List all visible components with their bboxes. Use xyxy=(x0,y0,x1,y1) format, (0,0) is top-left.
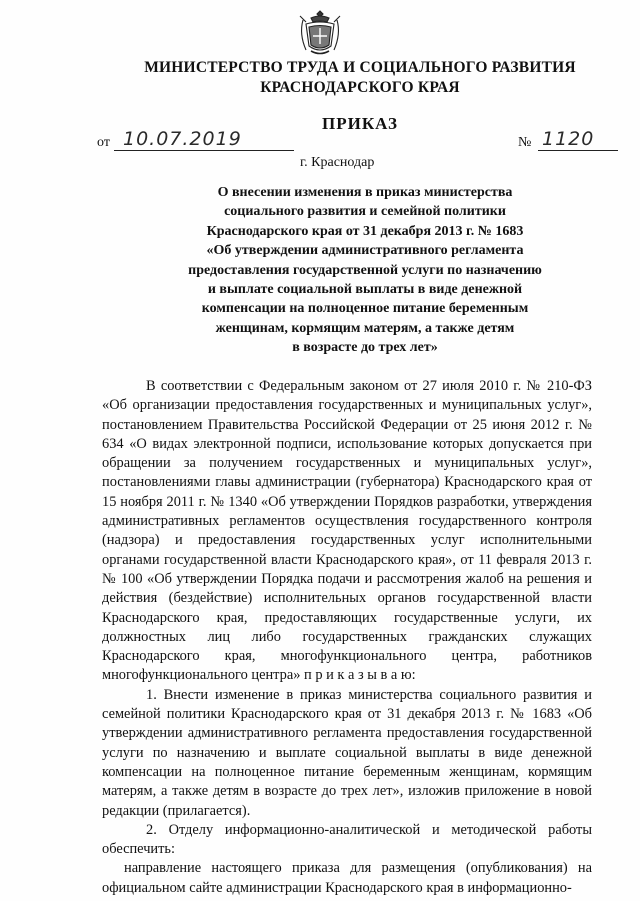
clause-2-paragraph: 2. Отделу информационно-аналитической и методической работы обеспечить: xyxy=(102,821,592,858)
subject-line: «Об утверждении административного регламента xyxy=(206,243,524,259)
order-body xyxy=(102,377,592,898)
preamble-paragraph: В соответствии с Федеральным законом от 27 июля 2010 г. № 210-ФЗ «Об организации предоставления государственных и муниципальных услуг», постановлением Правительства Российской Федерации от 25 июня 2012 г. № 634 «О видах электронной подписи, использование которых допускается при обращении за получением государственных и муниципальных услуг», постановлениями главы администрации (губернатора) Краснодарского края от 15 ноября 2011 г. № 1340 «Об утверждении Порядков разработки, утверждения административных регламентов осуществления государственного контроля (надзора) и предоставления государственных услуг исполнительными органами государственной власти Краснодарского края», от 11 февраля 2013 г. № 100 «Об утверждении Порядка подачи и рассмотрения жалоб на решения и действия (бездействие) исполнительных органов государственной власти Краснодарского края, предоставляющих государственные услуги, их должностных лиц либо государственных гражданских служащих Краснодарского края, многофункционального центра, работников многофункционального центра» п р и к а з ы в а ю: xyxy=(102,378,592,684)
date-underline xyxy=(114,150,294,151)
order-title: ПРИКАЗ xyxy=(322,114,398,133)
city: г. Краснодар xyxy=(300,155,375,170)
krasnodar-coat-of-arms-icon xyxy=(297,8,343,58)
ministry-name xyxy=(140,58,580,98)
order-subject xyxy=(165,183,565,358)
subject-line: социального развития и семейной политики xyxy=(224,204,506,220)
number-value: 1120 xyxy=(542,128,595,150)
number-underline xyxy=(538,150,618,151)
date-value: 10.07.2019 xyxy=(123,128,242,150)
subject-line: женщинам, кормящим матерям, а также детям xyxy=(215,320,515,336)
subject-line: компенсации на полноценное питание беременным xyxy=(201,301,529,317)
ministry-name-line2: КРАСНОДАРСКОГО КРАЯ xyxy=(260,79,460,96)
number-prefix: № xyxy=(518,135,532,150)
clause-1-paragraph: 1. Внести изменение в приказ министерства социального развития и семейной политики Краснодарского края от 31 декабря 2013 г. № 1683 «Об утверждении административного регламента предоставления государственной услуги по назначению и выплате социальной выплаты в виде денежной компенсации на полноценное питание беременным женщинам, кормящим матерям, а также детям в возрасте до трех лет», изложив приложение в новой редакции (прилагается). xyxy=(102,686,592,819)
date-prefix: от xyxy=(97,135,110,150)
subject-line: О внесении изменения в приказ министерства xyxy=(217,185,513,200)
subject-line: предоставления государственной услуги по назначению xyxy=(188,262,542,278)
subject-line: Краснодарского края от 31 декабря 2013 г. № 1683 xyxy=(206,223,524,239)
ministry-name-line1: МИНИСТЕРСТВО ТРУДА И СОЦИАЛЬНОГО РАЗВИТИЯ xyxy=(144,59,576,76)
clause-2-item-paragraph: направление настоящего приказа для размещения (опубликования) на официальном сайте администрации Краснодарского края в информационно- xyxy=(102,860,592,896)
subject-line: и выплате социальной выплаты в виде денежной xyxy=(207,282,523,298)
subject-line: в возрасте до трех лет» xyxy=(292,340,438,356)
